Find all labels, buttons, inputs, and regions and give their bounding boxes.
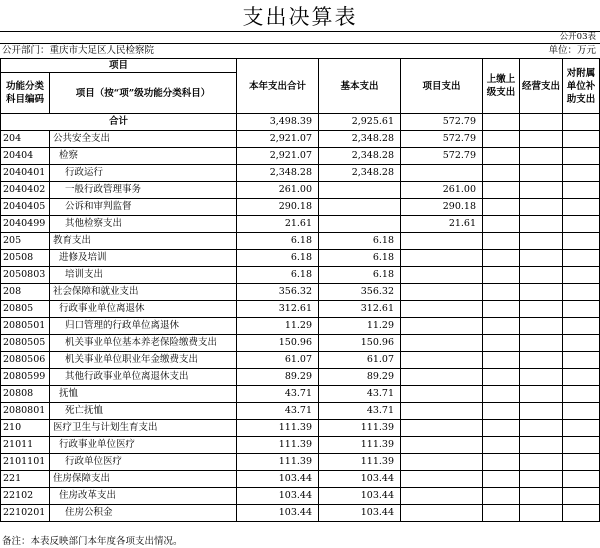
form-code-bar xyxy=(0,31,600,44)
cell-basic: 111.39 xyxy=(319,454,401,471)
cell-basic: 2,348.28 xyxy=(319,148,401,165)
cell-business xyxy=(520,250,563,267)
cell-name: 培训支出 xyxy=(50,267,237,284)
cell-name: 检察 xyxy=(50,148,237,165)
cell-business xyxy=(520,386,563,403)
cell-upper xyxy=(483,454,520,471)
cell-name: 机关事业单位基本养老保险缴费支出 xyxy=(50,335,237,352)
cell-project-exp xyxy=(401,335,483,352)
cell-code: 2040405 xyxy=(1,199,50,216)
cell-business xyxy=(520,369,563,386)
cell-subsidy xyxy=(563,471,600,488)
cell-business xyxy=(520,233,563,250)
cell-project-exp: 290.18 xyxy=(401,199,483,216)
cell-project-exp xyxy=(401,250,483,267)
table-body xyxy=(1,114,600,522)
cell-name: 进修及培训 xyxy=(50,250,237,267)
table-row xyxy=(1,420,600,437)
cell-business xyxy=(520,505,563,522)
cell-upper xyxy=(483,318,520,335)
cell-total: 89.29 xyxy=(237,369,319,386)
cell-name: 机关事业单位职业年金缴费支出 xyxy=(50,352,237,369)
cell-upper xyxy=(483,505,520,522)
cell-project-exp: 572.79 xyxy=(401,114,483,131)
table-row xyxy=(1,148,600,165)
cell-project-exp xyxy=(401,233,483,250)
cell-name: 公诉和审判监督 xyxy=(50,199,237,216)
cell-name: 住房改革支出 xyxy=(50,488,237,505)
cell-subsidy xyxy=(563,386,600,403)
table-row xyxy=(1,216,600,233)
cell-project-exp xyxy=(401,471,483,488)
cell-code: 22102 xyxy=(1,488,50,505)
cell-subsidy xyxy=(563,114,600,131)
cell-project-exp xyxy=(401,420,483,437)
cell-subsidy xyxy=(563,284,600,301)
cell-code: 2080801 xyxy=(1,403,50,420)
cell-code: 2080506 xyxy=(1,352,50,369)
cell-code: 20404 xyxy=(1,148,50,165)
cell-code: 2040401 xyxy=(1,165,50,182)
meta-line xyxy=(0,44,600,57)
cell-project-exp: 572.79 xyxy=(401,148,483,165)
cell-code: 20808 xyxy=(1,386,50,403)
table-row xyxy=(1,454,600,471)
cell-code: 2080599 xyxy=(1,369,50,386)
cell-upper xyxy=(483,386,520,403)
cell-subsidy xyxy=(563,335,600,352)
table-row xyxy=(1,250,600,267)
cell-subsidy xyxy=(563,165,600,182)
cell-total: 312.61 xyxy=(237,301,319,318)
table-row xyxy=(1,352,600,369)
cell-project-exp xyxy=(401,165,483,182)
cell-total: 261.00 xyxy=(237,182,319,199)
cell-project-exp xyxy=(401,301,483,318)
cell-total: 2,348.28 xyxy=(237,165,319,182)
table-row xyxy=(1,301,600,318)
cell-code: 2101101 xyxy=(1,454,50,471)
unit-label: 单位：万元 xyxy=(548,45,596,56)
cell-code: 20805 xyxy=(1,301,50,318)
cell-project-exp xyxy=(401,437,483,454)
cell-subsidy xyxy=(563,318,600,335)
table-row xyxy=(1,386,600,403)
table-row xyxy=(1,284,600,301)
cell-project-exp xyxy=(401,505,483,522)
cell-project-exp xyxy=(401,284,483,301)
cell-code: 2040499 xyxy=(1,216,50,233)
cell-basic: 150.96 xyxy=(319,335,401,352)
header-name: 项目（按“项”级功能分类科目） xyxy=(50,73,237,114)
cell-name: 社会保障和就业支出 xyxy=(50,284,237,301)
table-row xyxy=(1,199,600,216)
cell-basic: 111.39 xyxy=(319,420,401,437)
table-row xyxy=(1,471,600,488)
header-upper: 上缴上级支出 xyxy=(483,59,520,114)
cell-subsidy xyxy=(563,131,600,148)
form-code: 公开03表 xyxy=(559,32,596,42)
cell-basic: 356.32 xyxy=(319,284,401,301)
cell-upper xyxy=(483,148,520,165)
cell-basic: 103.44 xyxy=(319,505,401,522)
cell-basic: 2,925.61 xyxy=(319,114,401,131)
cell-business xyxy=(520,165,563,182)
cell-subsidy xyxy=(563,369,600,386)
cell-basic: 2,348.28 xyxy=(319,165,401,182)
table-row xyxy=(1,437,600,454)
cell-total: 111.39 xyxy=(237,437,319,454)
cell-business xyxy=(520,352,563,369)
cell-name: 行政运行 xyxy=(50,165,237,182)
cell-subsidy xyxy=(563,301,600,318)
cell-subsidy xyxy=(563,454,600,471)
cell-upper xyxy=(483,131,520,148)
cell-upper xyxy=(483,403,520,420)
cell-total: 11.29 xyxy=(237,318,319,335)
table-row xyxy=(1,165,600,182)
cell-basic: 111.39 xyxy=(319,437,401,454)
cell-total: 21.61 xyxy=(237,216,319,233)
cell-basic: 43.71 xyxy=(319,386,401,403)
cell-upper xyxy=(483,488,520,505)
cell-upper xyxy=(483,114,520,131)
cell-business xyxy=(520,454,563,471)
cell-basic: 2,348.28 xyxy=(319,131,401,148)
cell-basic: 312.61 xyxy=(319,301,401,318)
cell-total: 103.44 xyxy=(237,505,319,522)
cell-code: 2040402 xyxy=(1,182,50,199)
cell-subsidy xyxy=(563,199,600,216)
cell-upper xyxy=(483,437,520,454)
cell-name: 归口管理的行政单位离退休 xyxy=(50,318,237,335)
cell-total: 43.71 xyxy=(237,403,319,420)
cell-name: 抚恤 xyxy=(50,386,237,403)
cell-basic xyxy=(319,182,401,199)
cell-basic: 6.18 xyxy=(319,250,401,267)
cell-code: 20508 xyxy=(1,250,50,267)
cell-total: 6.18 xyxy=(237,233,319,250)
table-row xyxy=(1,318,600,335)
cell-subsidy xyxy=(563,250,600,267)
cell-subsidy xyxy=(563,148,600,165)
cell-basic: 103.44 xyxy=(319,471,401,488)
header-basic: 基本支出 xyxy=(319,59,401,114)
cell-name: 医疗卫生与计划生育支出 xyxy=(50,420,237,437)
table-row xyxy=(1,335,600,352)
cell-upper xyxy=(483,369,520,386)
cell-business xyxy=(520,199,563,216)
cell-subsidy xyxy=(563,267,600,284)
table-row xyxy=(1,233,600,250)
cell-business xyxy=(520,267,563,284)
expenditure-table xyxy=(0,58,600,522)
cell-basic xyxy=(319,199,401,216)
cell-business xyxy=(520,437,563,454)
cell-name: 行政单位医疗 xyxy=(50,454,237,471)
cell-total: 290.18 xyxy=(237,199,319,216)
cell-subsidy xyxy=(563,488,600,505)
cell-upper xyxy=(483,267,520,284)
table-row xyxy=(1,131,600,148)
header-project: 项目 xyxy=(1,59,237,73)
cell-subsidy xyxy=(563,216,600,233)
cell-project-exp xyxy=(401,403,483,420)
cell-business xyxy=(520,335,563,352)
cell-code: 208 xyxy=(1,284,50,301)
header-business: 经营支出 xyxy=(520,59,563,114)
cell-project-exp: 572.79 xyxy=(401,131,483,148)
cell-upper xyxy=(483,352,520,369)
cell-total: 61.07 xyxy=(237,352,319,369)
cell-project-exp: 21.61 xyxy=(401,216,483,233)
cell-code: 2080501 xyxy=(1,318,50,335)
cell-upper xyxy=(483,216,520,233)
cell-total: 150.96 xyxy=(237,335,319,352)
cell-project-exp xyxy=(401,267,483,284)
cell-basic: 11.29 xyxy=(319,318,401,335)
header-subsidy: 对附属单位补助支出 xyxy=(563,59,600,114)
cell-project-exp: 261.00 xyxy=(401,182,483,199)
cell-upper xyxy=(483,301,520,318)
cell-name: 公共安全支出 xyxy=(50,131,237,148)
cell-upper xyxy=(483,199,520,216)
cell-upper xyxy=(483,335,520,352)
footnote: 备注：本表反映部门本年度各项支出情况。 xyxy=(2,536,183,547)
cell-total: 6.18 xyxy=(237,250,319,267)
table-row xyxy=(1,403,600,420)
cell-subsidy xyxy=(563,182,600,199)
cell-name: 其他行政事业单位离退休支出 xyxy=(50,369,237,386)
table-row xyxy=(1,267,600,284)
cell-upper xyxy=(483,250,520,267)
cell-code: 210 xyxy=(1,420,50,437)
table-row xyxy=(1,488,600,505)
cell-subsidy xyxy=(563,352,600,369)
cell-upper xyxy=(483,233,520,250)
cell-subsidy xyxy=(563,505,600,522)
cell-business xyxy=(520,131,563,148)
cell-code: 2080505 xyxy=(1,335,50,352)
cell-total: 103.44 xyxy=(237,488,319,505)
table-row xyxy=(1,505,600,522)
cell-name: 住房保障支出 xyxy=(50,471,237,488)
cell-business xyxy=(520,216,563,233)
cell-basic: 103.44 xyxy=(319,488,401,505)
cell-business xyxy=(520,318,563,335)
cell-name: 行政事业单位医疗 xyxy=(50,437,237,454)
cell-code: 204 xyxy=(1,131,50,148)
cell-subsidy xyxy=(563,403,600,420)
cell-business xyxy=(520,182,563,199)
cell-total: 356.32 xyxy=(237,284,319,301)
cell-upper xyxy=(483,471,520,488)
cell-project-exp xyxy=(401,352,483,369)
cell-subsidy xyxy=(563,420,600,437)
cell-code: 2210201 xyxy=(1,505,50,522)
header-project-exp: 项目支出 xyxy=(401,59,483,114)
cell-code: 合计 xyxy=(1,114,237,131)
cell-total: 3,498.39 xyxy=(237,114,319,131)
header-total: 本年支出合计 xyxy=(237,59,319,114)
cell-basic: 6.18 xyxy=(319,233,401,250)
cell-name: 一般行政管理事务 xyxy=(50,182,237,199)
cell-business xyxy=(520,114,563,131)
cell-basic: 6.18 xyxy=(319,267,401,284)
cell-code: 2050803 xyxy=(1,267,50,284)
cell-basic: 61.07 xyxy=(319,352,401,369)
cell-business xyxy=(520,284,563,301)
cell-total: 103.44 xyxy=(237,471,319,488)
cell-project-exp xyxy=(401,488,483,505)
cell-basic: 43.71 xyxy=(319,403,401,420)
cell-total: 111.39 xyxy=(237,454,319,471)
cell-business xyxy=(520,403,563,420)
cell-project-exp xyxy=(401,318,483,335)
cell-basic xyxy=(319,216,401,233)
cell-code: 221 xyxy=(1,471,50,488)
cell-total: 2,921.07 xyxy=(237,148,319,165)
cell-project-exp xyxy=(401,369,483,386)
cell-name: 教育支出 xyxy=(50,233,237,250)
cell-name: 死亡抚恤 xyxy=(50,403,237,420)
cell-upper xyxy=(483,420,520,437)
header-code: 功能分类科目编码 xyxy=(1,73,50,114)
total-row xyxy=(1,114,600,131)
cell-code: 21011 xyxy=(1,437,50,454)
cell-name: 住房公积金 xyxy=(50,505,237,522)
cell-total: 2,921.07 xyxy=(237,131,319,148)
cell-business xyxy=(520,488,563,505)
cell-name: 行政事业单位离退休 xyxy=(50,301,237,318)
cell-project-exp xyxy=(401,454,483,471)
page-title: 支出决算表 xyxy=(242,5,358,29)
table-row xyxy=(1,182,600,199)
cell-basic: 89.29 xyxy=(319,369,401,386)
cell-upper xyxy=(483,165,520,182)
cell-subsidy xyxy=(563,233,600,250)
department-label: 公开部门：重庆市大足区人民检察院 xyxy=(2,45,155,56)
cell-total: 43.71 xyxy=(237,386,319,403)
table-row xyxy=(1,369,600,386)
cell-code: 205 xyxy=(1,233,50,250)
cell-business xyxy=(520,471,563,488)
cell-project-exp xyxy=(401,386,483,403)
cell-business xyxy=(520,301,563,318)
cell-name: 其他检察支出 xyxy=(50,216,237,233)
cell-total: 111.39 xyxy=(237,420,319,437)
cell-upper xyxy=(483,182,520,199)
cell-upper xyxy=(483,284,520,301)
cell-total: 6.18 xyxy=(237,267,319,284)
cell-subsidy xyxy=(563,437,600,454)
cell-business xyxy=(520,420,563,437)
cell-business xyxy=(520,148,563,165)
